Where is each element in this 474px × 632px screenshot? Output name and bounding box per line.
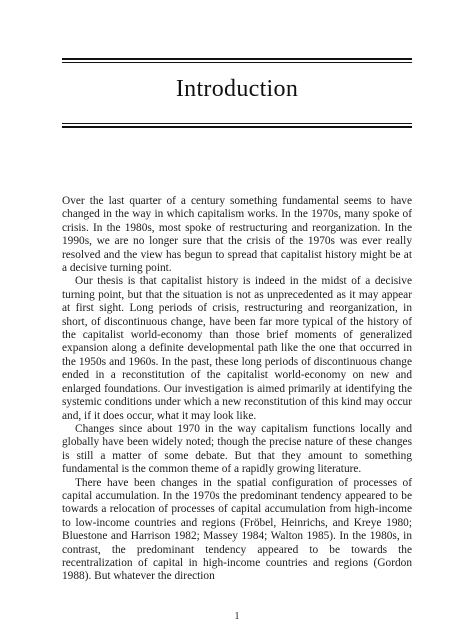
- paragraph-2: Our thesis is that capitalist history is indeed in the midst of a decisive turning point, but that the situation is not as unprecedented as it may appear at first sight. Long periods of crisis, restructuring and reorganization, in short, of discontinuous change, have been far more typical of the history of the capitalist world-economy than those brief moments of generalized expansion along a definite developmental path like the one that occurred in the 1950s and 1960s. In the past, these long periods of discontinuous change ended in a reconstitution of the capitalist world-economy on new and enlarged foundations. Our investigation is aimed primarily at identifying the systemic conditions under which a new reconstitution of this kind may occur and, if it does occur, what it may look like.: [62, 275, 412, 422]
- body-text: [62, 195, 412, 584]
- bottom-rule-thin: [62, 123, 412, 124]
- paragraph-1: Over the last quarter of a century something fundamental seems to have changed in the way in which capitalism works. In the 1970s, many spoke of crisis. In the 1980s, most spoke of restructuring and reorganization. In the 1990s, we are no longer sure that the crisis of the 1970s was ever really resolved and the view has begun to spread that capitalist history might be at a decisive turning point.: [62, 195, 412, 275]
- paragraph-3: Changes since about 1970 in the way capitalism functions locally and globally have been widely noted; though the precise nature of these changes is still a matter of some debate. But that they amount to something fundamental is the common theme of a rapidly growing literature.: [62, 422, 412, 476]
- paragraph-4: There have been changes in the spatial configuration of processes of capital accumulation. In the 1970s the predominant tendency appeared to be towards a relocation of processes of capital accumulation from high-income to low-income countries and regions (Fröbel, Heinrichs, and Kreye 1980; Bluestone and Harrison 1982; Massey 1984; Walton 1985). In the 1980s, in contrast, the predominant tendency appeared to be towards the recentralization of capital in high-income countries and regions (Gordon 1988). But whatever the direction: [62, 476, 412, 583]
- chapter-title: Introduction: [175, 76, 299, 102]
- top-rule-thick: [62, 58, 412, 60]
- bottom-rule-thick: [62, 126, 412, 128]
- page-number: 1: [234, 611, 240, 622]
- top-rule-thin: [62, 62, 412, 63]
